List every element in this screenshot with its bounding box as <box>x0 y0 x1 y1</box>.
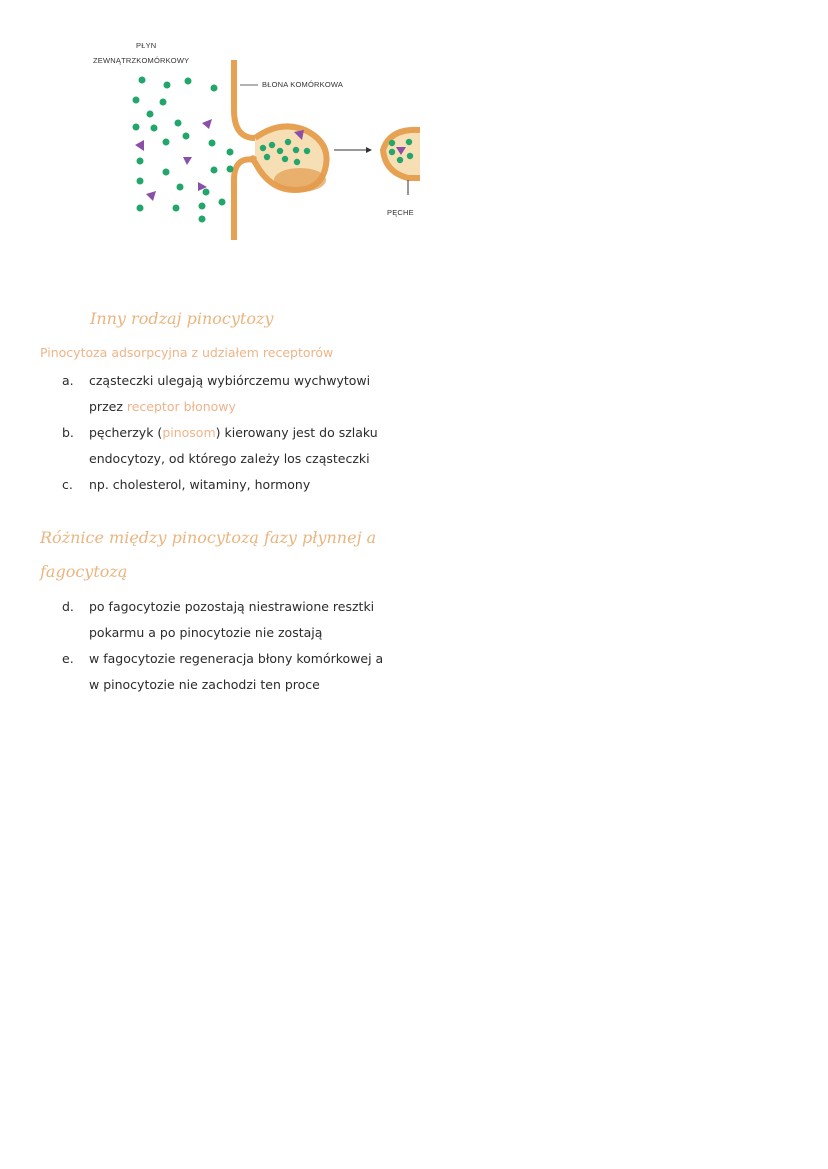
highlight-receptor: receptor błonowy <box>126 399 236 414</box>
item-line2: pokarmu a po pinocytozie nie zostają <box>89 625 323 640</box>
arrow-head-icon <box>366 147 372 153</box>
cell-membrane-lower <box>234 159 255 240</box>
item-text-suffix: ) kierowany jest do szlaku <box>215 425 378 440</box>
section1-subtitle: Pinocytoza adsorpcyjna z udziałem receptorów <box>40 345 334 360</box>
item-marker: d. <box>62 599 74 614</box>
item-marker: a. <box>62 373 74 388</box>
highlight-pinosom: pinosom <box>162 425 216 440</box>
extracellular-triangles <box>135 119 212 201</box>
list-item-e <box>62 646 402 698</box>
item-marker: c. <box>62 477 73 492</box>
item-line2 <box>89 394 402 420</box>
section2-title-line2: fagocytozą <box>40 562 128 581</box>
label-vesicle: PĘCHE <box>387 208 414 217</box>
item-line1: w fagocytozie regeneracja błony komórkowej a <box>89 651 384 666</box>
item-text-prefix: pęcherzyk ( <box>89 425 163 440</box>
vesicle-shadow <box>274 168 326 192</box>
item-line2: w pinocytozie nie zachodzi ten proce <box>89 677 320 692</box>
item-marker: b. <box>62 425 74 440</box>
label-membrane: BŁONA KOMÓRKOWA <box>262 80 344 89</box>
section2-title-line1: Różnice między pinocytozą fazy płynnej a <box>40 528 377 547</box>
pinocytosis-diagram <box>80 30 420 245</box>
cell-membrane <box>234 60 256 138</box>
list-item-b <box>62 420 402 472</box>
list-item-d <box>62 594 402 646</box>
item-marker: e. <box>62 651 74 666</box>
item-line1: np. cholesterol, witaminy, hormony <box>89 477 311 492</box>
item-line1: cząsteczki ulegają wybiórczemu wychwytowi <box>89 373 371 388</box>
label-fluid-line1: PŁYN <box>136 41 157 50</box>
list-item-c <box>62 472 402 498</box>
label-fluid-line2: ZEWNĄTRZKOMÓRKOWY <box>93 56 190 65</box>
item-text-prefix: przez <box>89 399 127 414</box>
item-line1 <box>89 420 402 446</box>
item-line2: endocytozy, od którego zależy los cząsteczki <box>89 451 370 466</box>
extracellular-particles <box>133 77 234 223</box>
list-item-a <box>62 368 402 420</box>
item-line1: po fagocytozie pozostają niestrawione resztki <box>89 599 375 614</box>
section1-title: Inny rodzaj pinocytozy <box>90 309 274 328</box>
